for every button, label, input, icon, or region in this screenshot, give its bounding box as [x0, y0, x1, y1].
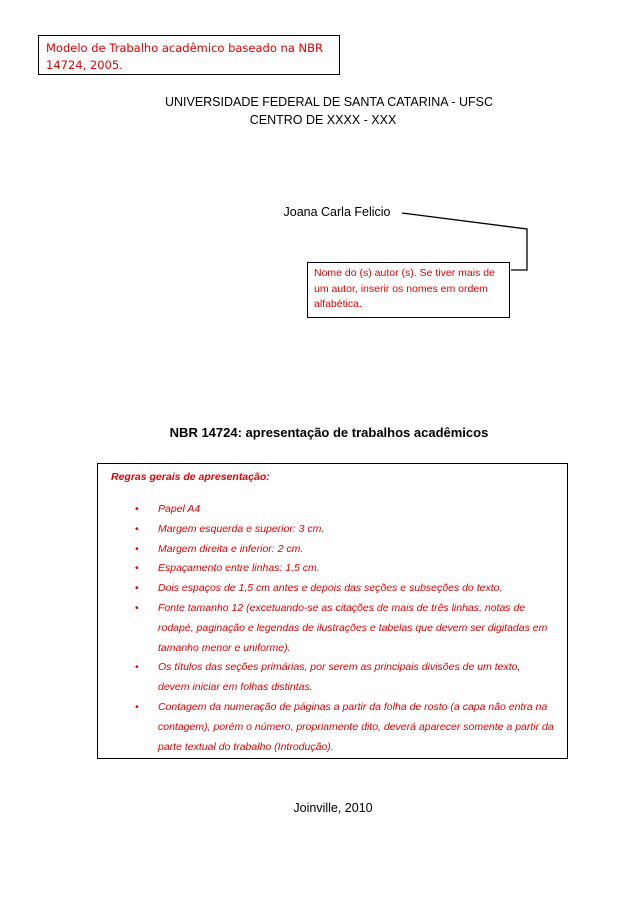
model-note-line-1: Modelo de Trabalho acadêmico baseado na NBR — [46, 41, 324, 55]
author-note-box — [307, 262, 510, 318]
rules-heading: Regras gerais de apresentação: — [111, 471, 270, 483]
list-item: • Margem esquerda e superior: 3 cm. — [111, 520, 554, 540]
list-item: • Papel A4 — [111, 500, 554, 520]
center-name: CENTRO DE XXXX - XXX — [249, 113, 397, 127]
author-note-text: Nome do (s) autor (s). Se tiver mais de um autor, inserir os nomes em ordem alfabética. — [314, 267, 495, 310]
list-item: • Fonte tamanho 12 (excetuando-se as citações de mais de três linhas, notas de rodapé, paginação e legendas de ilustrações e tabelas que devem ser digitadas em tamanho menor e uniforme). — [111, 599, 554, 658]
model-note-line-2: 14724, 2005. — [46, 58, 123, 72]
list-item: • Espaçamento entre linhas: 1,5 cm. — [111, 559, 554, 579]
city-year: Joinville, 2010 — [293, 801, 373, 815]
list-item: • Os títulos das seções primárias, por serem as principais divisões de um texto, devem iniciar em folhas distintas. — [111, 658, 554, 698]
rules-box — [97, 463, 568, 759]
university-name: UNIVERSIDADE FEDERAL DE SANTA CATARINA - UFSC — [164, 95, 494, 109]
list-item: • Margem direita e inferior: 2 cm. — [111, 540, 554, 560]
list-item: • Dois espaços de 1,5 cm antes e depois das seções e subseções do texto. — [111, 579, 554, 599]
document-title: NBR 14724: apresentação de trabalhos acadêmicos — [169, 425, 489, 440]
author-name: Joana Carla Felicio — [283, 205, 391, 219]
rules-list — [111, 500, 554, 757]
list-item: • Contagem da numeração de páginas a partir da folha de rosto (a capa não entra na contagem), porém o número, propriamente dito, deverá aparecer somente a partir da parte textual do trabalho (Introdução). — [111, 698, 554, 757]
